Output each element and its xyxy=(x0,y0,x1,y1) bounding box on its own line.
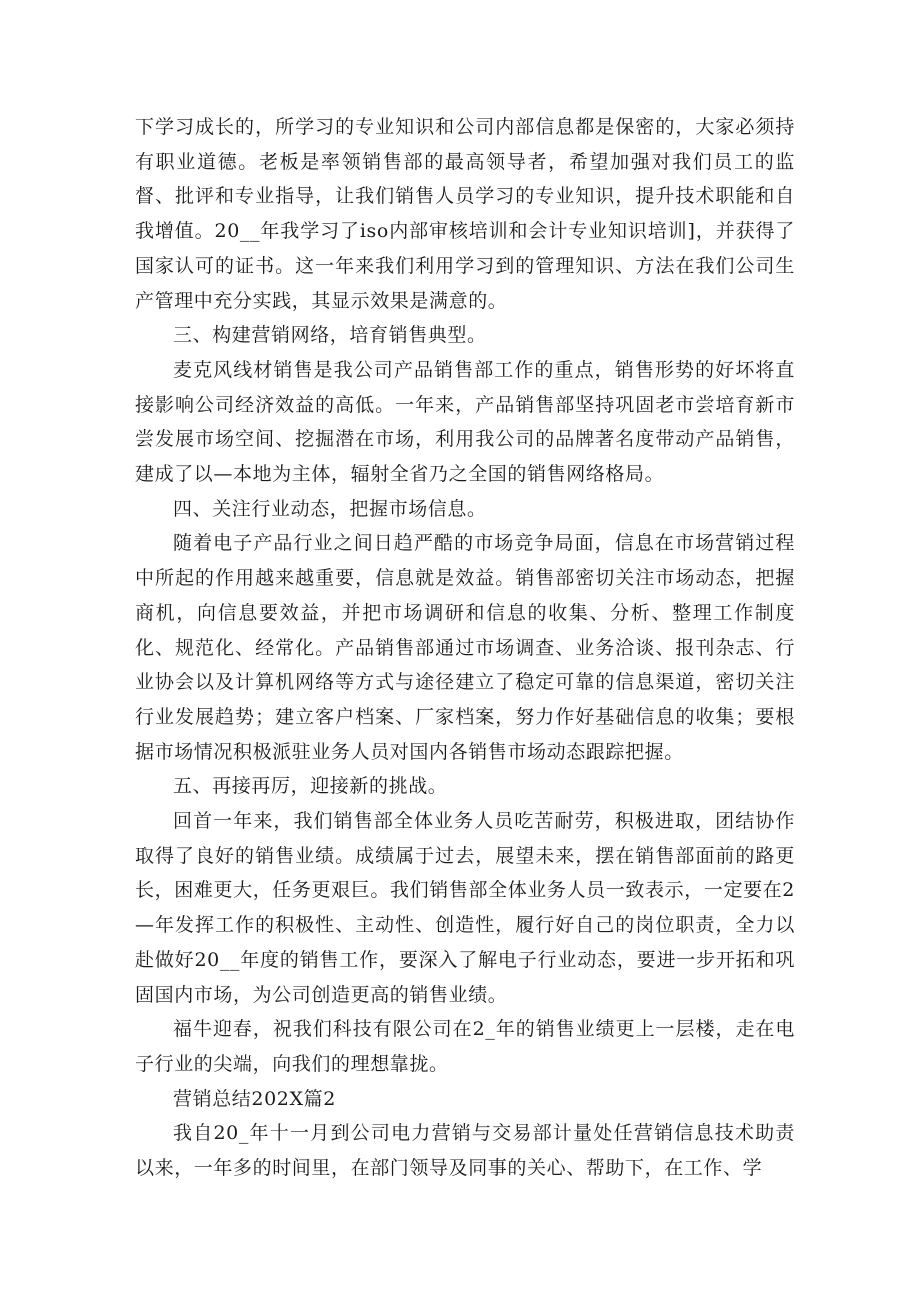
paragraph-sales-network: 麦克风线材销售是我公司产品销售部工作的重点，销售形势的好坏将直接影响公司经济效益的高低。一年来，产品销售部坚持巩固老市尝培育新市尝发展市场空间、挖掘潜在市场，利用我公司的品牌著名度带动产品销售，建成了以—本地为主体，辐射全省乃之全国的销售网络格局。 xyxy=(135,358,795,486)
article-title-part-2: 营销总结202X篇2 xyxy=(173,1087,336,1110)
section-heading-5: 五、再接再厉，迎接新的挑战。 xyxy=(173,775,448,798)
paragraph-blessing: 福牛迎春，祝我们科技有限公司在2_年的销售业绩更上一层楼，走在电子行业的尖端，向我们的理想靠拢。 xyxy=(135,1018,795,1075)
document-body xyxy=(135,110,795,1186)
section-heading-3: 三、构建营销网络，培育销售典型。 xyxy=(173,324,487,347)
paragraph-part-2-intro: 我自20_年十一月到公司电力营销与交易部计量处任营销信息技术助责以来，一年多的时间里，在部门领导及同事的关心、帮助下，在工作、学 xyxy=(135,1122,795,1180)
paragraph-market-info: 随着电子产品行业之间日趋严酷的市场竞争局面，信息在市场营销过程中所起的作用越来越重要，信息就是效益。销售部密切关注市场动态，把握商机，向信息要效益，并把市场调研和信息的收集、分析、整理工作制度化、规范化、经常化。产品销售部通过市场调查、业务洽谈、报刊杂志、行业协会以及计算机网络等方式与途径建立了稳定可靠的信息渠道，密切关注行业发展趋势；建立客户档案、厂家档案，努力作好基础信息的收集；要根据市场情况积极派驻业务人员对国内各销售市场动态跟踪把握。 xyxy=(135,532,795,763)
section-heading-4: 四、关注行业动态，把握市场信息。 xyxy=(173,497,487,520)
paragraph-new-challenge: 回首一年来，我们销售部全体业务人员吃苦耐劳，积极进取，团结协作取得了良好的销售业绩。成绩属于过去，展望未来，摆在销售部面前的路更长，困难更大，任务更艰巨。我们销售部全体业务人员一致表示，一定要在2—年发挥工作的积极性、主动性、创造性，履行好自己的岗位职责，全力以赴做好20__年度的销售工作，要深入了解电子行业动态，要进一步开拓和巩固国内市场，为公司创造更高的销售业绩。 xyxy=(135,810,795,1006)
paragraph-continued-intro: 下学习成长的，所学习的专业知识和公司内部信息都是保密的，大家必须持有职业道德。老板是率领销售部的最高领导者，希望加强对我们员工的监督、批评和专业指导，让我们销售人员学习的专业知识，提升技术职能和自我增值。20__年我学习了iso内部审核培训和会计专业知识培训]，并获得了国家认可的证书。这一年来我们利用学习到的管理知识、方法在我们公司生产管理中充分实践，其显示效果是满意的。 xyxy=(135,116,795,312)
